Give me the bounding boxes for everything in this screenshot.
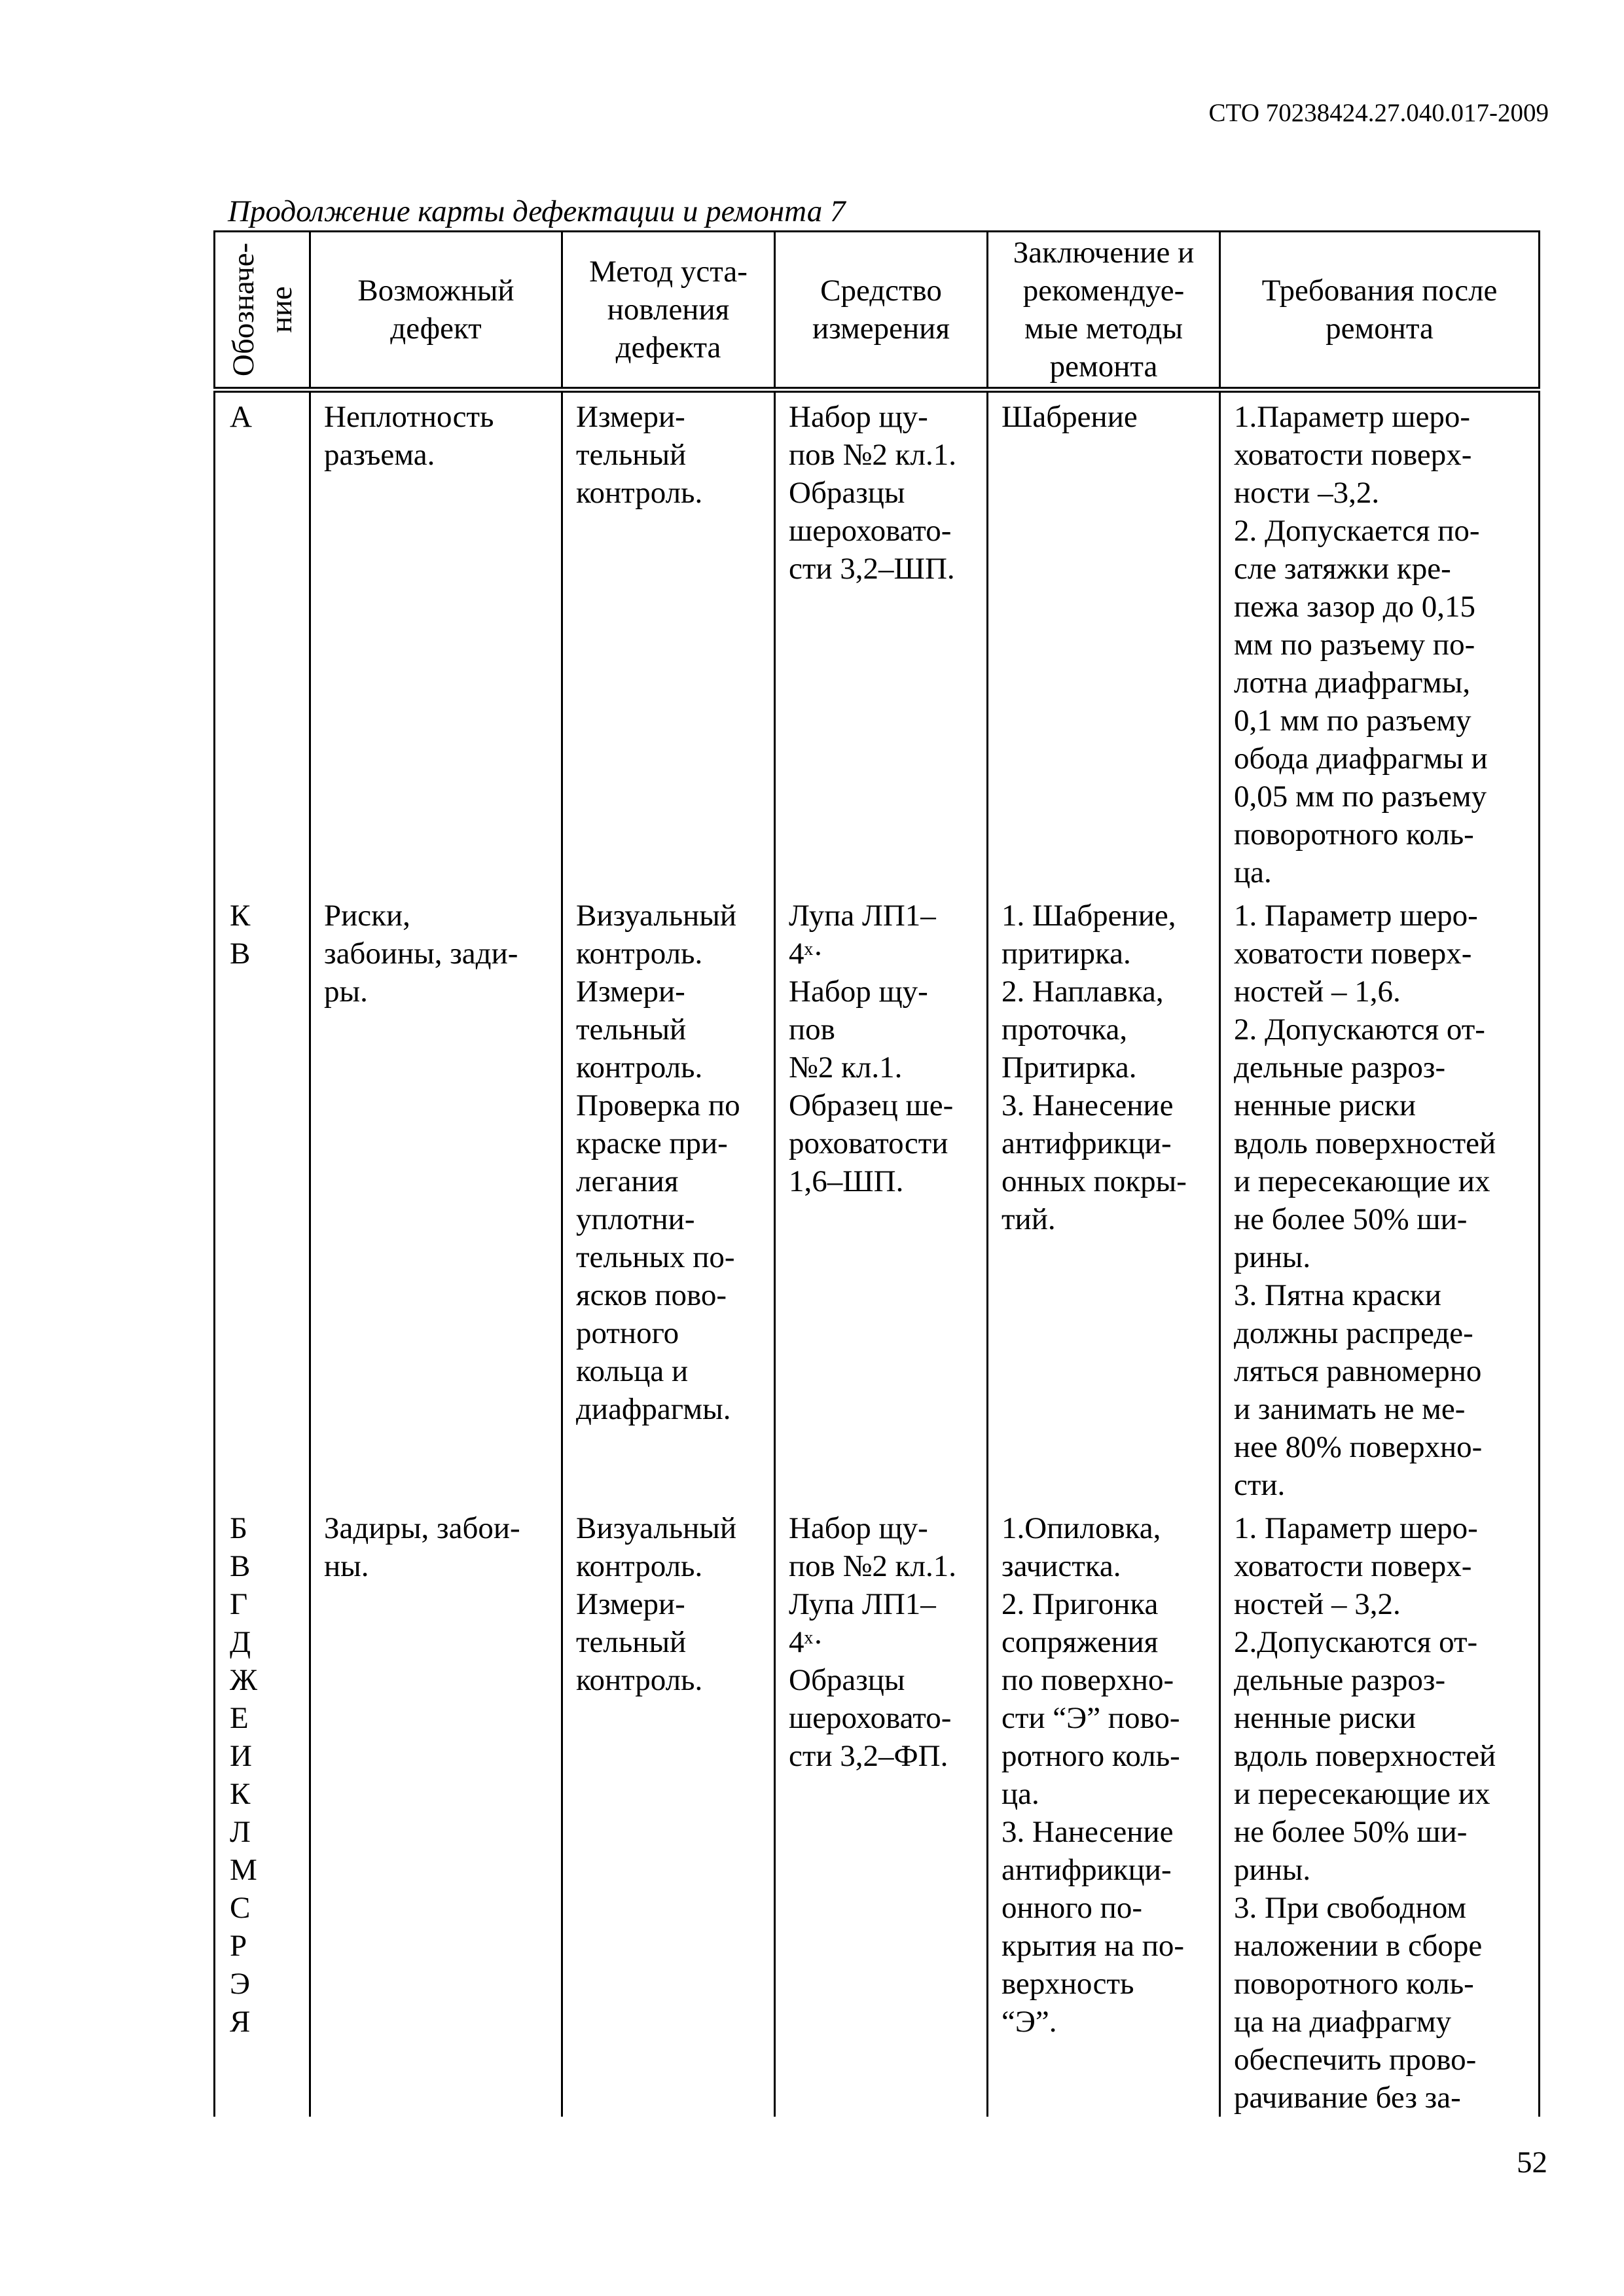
table-caption: Продолжение карты дефектации и ремонта 7 [228,194,846,228]
table-header-row [215,232,1540,390]
cell-defect: Задиры, забои- ны. [310,1504,562,2117]
cell-codes: Б В Г Д Ж Е И К Л М С Р Э Я [215,1504,310,2117]
cell-requirements: 1.Параметр шеро- ховатости поверх- ности –3,2. 2. Допускается по- сле затяжки кре- пежа зазор до 0,15 мм по разъему по- лотна диафрагмы, 0,1 мм по разъему обода диафрагмы и 0,05 мм по разъему поворотного коль- ца. [1220,390,1540,892]
cell-method: Визуальный контроль. Измери- тельный контроль. [562,1504,775,2117]
table-row [215,1504,1540,2117]
column-header-designation-text: Обозначе- ние [226,242,298,377]
column-header-designation [215,232,310,390]
defect-table [213,230,1540,2117]
cell-repair: 1.Опиловка, зачистка. 2. Пригонка сопряжения по поверхно- сти “Э” пово- ротного коль- ца. 3. Нанесение антифрикци- онного по- крытия на по- верхность “Э”. [988,1504,1220,2117]
cell-repair: Шабрение [988,390,1220,892]
cell-tool: Лупа ЛП1– 4ˣ· Набор щу- пов №2 кл.1. Образец ше- роховатости 1,6–ШП. [775,891,988,1504]
page-number: 52 [1517,2145,1547,2179]
column-header-method: Метод уста- новления дефекта [562,232,775,390]
cell-codes: К В [215,891,310,1504]
cell-defect: Риски, забоины, зади- ры. [310,891,562,1504]
cell-repair: 1. Шабрение, притирка. 2. Наплавка, проточка, Притирка. 3. Нанесение антифрикци- онных покры- тий. [988,891,1220,1504]
table-row [215,891,1540,1504]
cell-tool: Набор щу- пов №2 кл.1. Лупа ЛП1– 4ˣ· Образцы шероховато- сти 3,2–ФП. [775,1504,988,2117]
cell-defect: Неплотность разъема. [310,390,562,892]
column-header-requirements: Требования после ремонта [1220,232,1540,390]
cell-requirements: 1. Параметр шеро- ховатости поверх- ностей – 3,2. 2.Допускаются от- дельные разроз- ненные риски вдоль поверхностей и пересекающие их не более 50% ши- рины. 3. При свободном наложении в сборе поворотного коль- ца на диафрагму обеспечить прово- рачивание без за- [1220,1504,1540,2117]
cell-codes: А [215,390,310,892]
column-header-repair: Заключение и рекомендуе- мые методы ремонта [988,232,1220,390]
column-header-tool: Средство измерения [775,232,988,390]
cell-method: Визуальный контроль. Измери- тельный контроль. Проверка по краске при- легания уплотни- тельных по- ясков пово- ротного кольца и диафрагмы. [562,891,775,1504]
cell-requirements: 1. Параметр шеро- ховатости поверх- ностей – 1,6. 2. Допускаются от- дельные разроз- ненные риски вдоль поверхностей и пересекающие их не более 50% ши- рины. 3. Пятна краски должны распреде- ляться равномерно и занимать не ме- нее 80% поверхно- сти. [1220,891,1540,1504]
table-row [215,390,1540,892]
document-code: СТО 70238424.27.040.017-2009 [1208,99,1549,127]
cell-tool: Набор щу- пов №2 кл.1. Образцы шероховато- сти 3,2–ШП. [775,390,988,892]
cell-method: Измери- тельный контроль. [562,390,775,892]
column-header-defect: Возможный дефект [310,232,562,390]
